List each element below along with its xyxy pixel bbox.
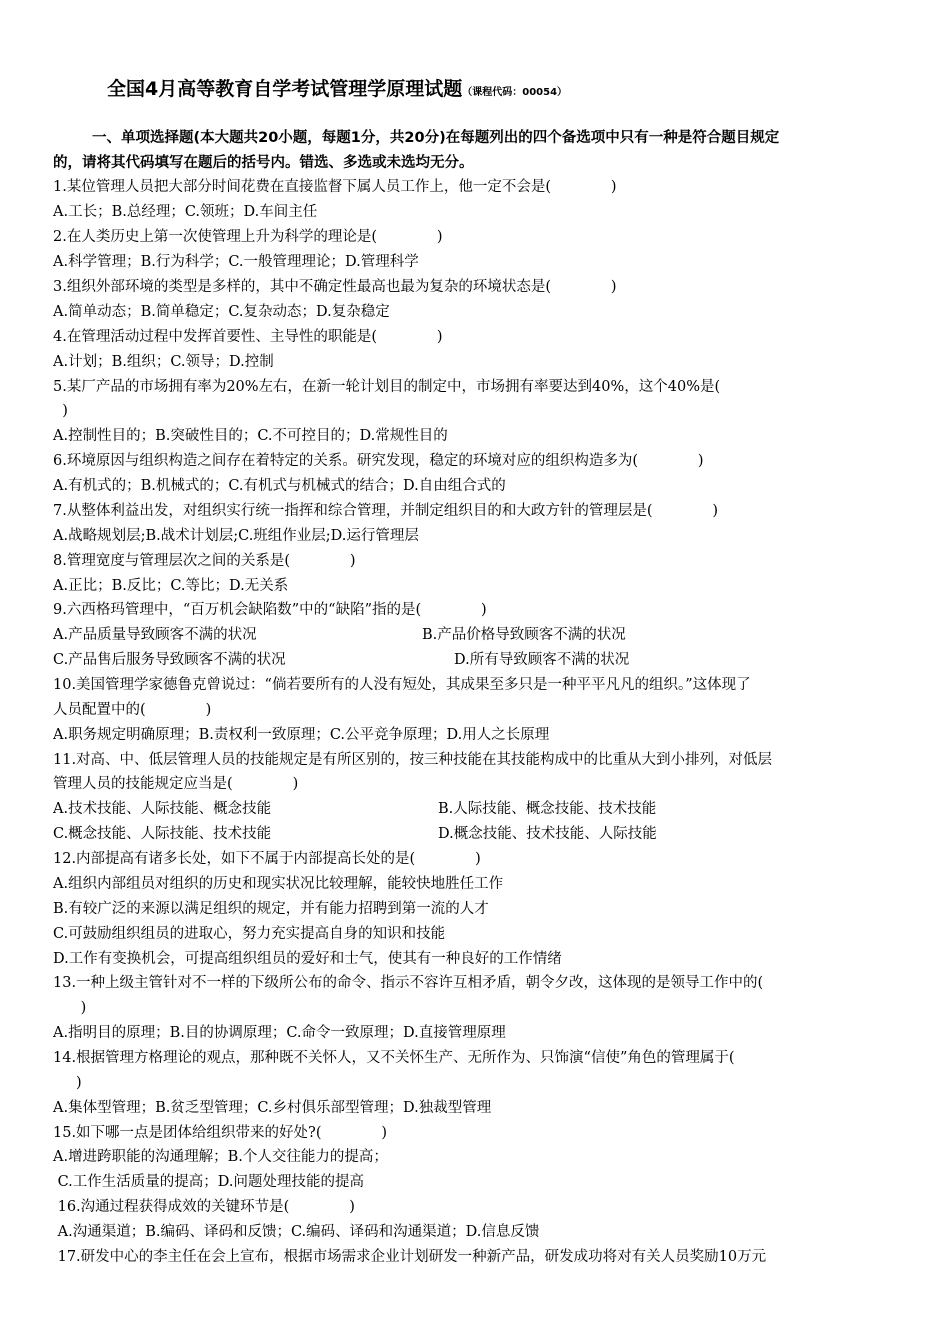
question-10: 10.美国管理学家德鲁克曾说过：“倘若要所有的人没有短处，其成果至多只是一种平平凡凡的组织。”这体现了 [53,677,751,693]
option-11d: D.概念技能、技术技能、人际技能 [438,826,657,842]
question-13-cont: ) [53,1000,87,1016]
question-5: 5.某厂产品的市场拥有率为20%左右，在新一轮计划目的制定中，市场拥有率要达到40%，这个40%是( [53,379,721,395]
option-11a: A.技术技能、人际技能、概念技能 [53,801,272,817]
option-12c: C.可鼓励组织组员的进取心，努力充实提高自身的知识和技能 [53,926,446,942]
question-17: 17.研发中心的李主任在会上宣布，根据市场需求企业计划研发一种新产品，研发成功将对有关人员奖励10万元 [53,1249,767,1265]
question-9: 9.六西格玛管理中，“百万机会缺陷数”中的“缺陷”指的是( ) [53,602,487,618]
option-9c: C.产品售后服务导致顾客不满的状况 [53,652,286,668]
question-4: 4.在管理活动过程中发挥首要性、主导性的职能是( ) [53,329,443,345]
question-12: 12.内部提高有诸多长处，如下不属于内部提高长处的是( ) [53,851,481,867]
option-12d: D.工作有变换机会，可提高组织组员的爱好和士气，使其有一种良好的工作情绪 [53,951,562,967]
option-12a: A.组织内部组员对组织的历史和现实状况比较理解，能较快地胜任工作 [53,876,504,892]
question-13: 13.一种上级主管针对不一样的下级所公布的命令、指示不容许互相矛盾，朝令夕改，这体现的是领导工作中的( [53,975,764,991]
exam-title-line [107,76,567,103]
option-11b: B.人际技能、概念技能、技术技能 [438,801,657,817]
options-8: A.正比；B.反比；C.等比；D.无关系 [53,578,289,594]
options-16: A.沟通渠道；B.编码、译码和反馈；C.编码、译码和沟通渠道；D.信息反馈 [53,1224,540,1240]
options-1: A.工长；B.总经理；C.领班；D.车间主任 [53,204,318,220]
question-6: 6.环境原因与组织构造之间存在着特定的关系。研究发现，稳定的环境对应的组织构造多为( ) [53,453,704,469]
question-11: 11.对高、中、低层管理人员的技能规定是有所区别的，按三种技能在其技能构成中的比重从大到小排列，对低层 [53,752,773,768]
option-11c: C.概念技能、人际技能、技术技能 [53,826,272,842]
options-15-cd: C.工作生活质量的提高；D.问题处理技能的提高 [53,1174,365,1190]
question-3: 3.组织外部环境的类型是多样的，其中不确定性最高也最为复杂的环境状态是( ) [53,279,617,295]
options-13: A.指明目的原理；B.目的协调原理；C.命令一致原理；D.直接管理原理 [53,1025,506,1041]
question-8: 8.管理宽度与管理层次之间的关系是( ) [53,553,356,569]
options-6: A.有机式的；B.机械式的；C.有机式与机械式的结合；D.自由组合式的 [53,478,506,494]
question-16: 16.沟通过程获得成效的关键环节是( ) [53,1199,355,1215]
options-15-ab: A.增进跨职能的沟通理解；B.个人交往能力的提高； [53,1149,388,1165]
option-12b: B.有较广泛的来源以满足组织的规定，并有能力招聘到第一流的人才 [53,901,489,917]
question-5-cont: ) [53,403,68,419]
options-4: A.计划；B.组织；C.领导；D.控制 [53,354,274,370]
question-10-cont: 人员配置中的( ) [53,702,212,718]
section-header-line-2: 的，请将其代码填写在题后的括号内。错选、多选或未选均无分。 [53,155,474,171]
option-9b: B.产品价格导致顾客不满的状况 [422,627,626,643]
option-9d: D.所有导致顾客不满的状况 [454,652,630,668]
options-2: A.科学管理；B.行为科学；C.一般管理理论；D.管理科学 [53,254,419,270]
question-2: 2.在人类历史上第一次使管理上升为科学的理论是( ) [53,229,443,245]
course-code: （课程代码：00054） [462,87,568,98]
option-9a: A.产品质量导致顾客不满的状况 [53,627,257,643]
question-14-cont: ) [53,1075,82,1091]
section-header-line-1: 一、单项选择题(本大题共20小题，每题1分，共20分)在每题列出的四个备选项中只有一种是符合题目规定 [92,130,780,146]
options-3: A.简单动态；B.简单稳定；C.复杂动态；D.复杂稳定 [53,304,390,320]
question-11-cont: 管理人员的技能规定应当是( ) [53,776,299,792]
question-7: 7.从整体利益出发，对组织实行统一指挥和综合管理，并制定组织目的和大政方针的管理层是( ) [53,503,719,519]
question-14: 14.根据管理方格理论的观点，那种既不关怀人，又不关怀生产、无所作为、只饰演“信使”角色的管理属于( [53,1050,735,1066]
question-15: 15.如下哪一点是团体给组织带来的好处?( ) [53,1125,388,1141]
question-1: 1.某位管理人员把大部分时间花费在直接监督下属人员工作上，他一定不会是( ) [53,179,617,195]
options-7: A.战略规划层;B.战术计划层;C.班组作业层;D.运行管理层 [53,528,419,544]
options-10: A.职务规定明确原理；B.责权利一致原理；C.公平竞争原理；D.用人之长原理 [53,727,550,743]
options-5: A.控制性目的；B.突破性目的；C.不可控目的；D.常规性目的 [53,428,448,444]
exam-title: 全国4月高等教育自学考试管理学原理试题 [107,78,463,100]
options-14: A.集体型管理；B.贫乏型管理；C.乡村俱乐部型管理；D.独裁型管理 [53,1100,492,1116]
